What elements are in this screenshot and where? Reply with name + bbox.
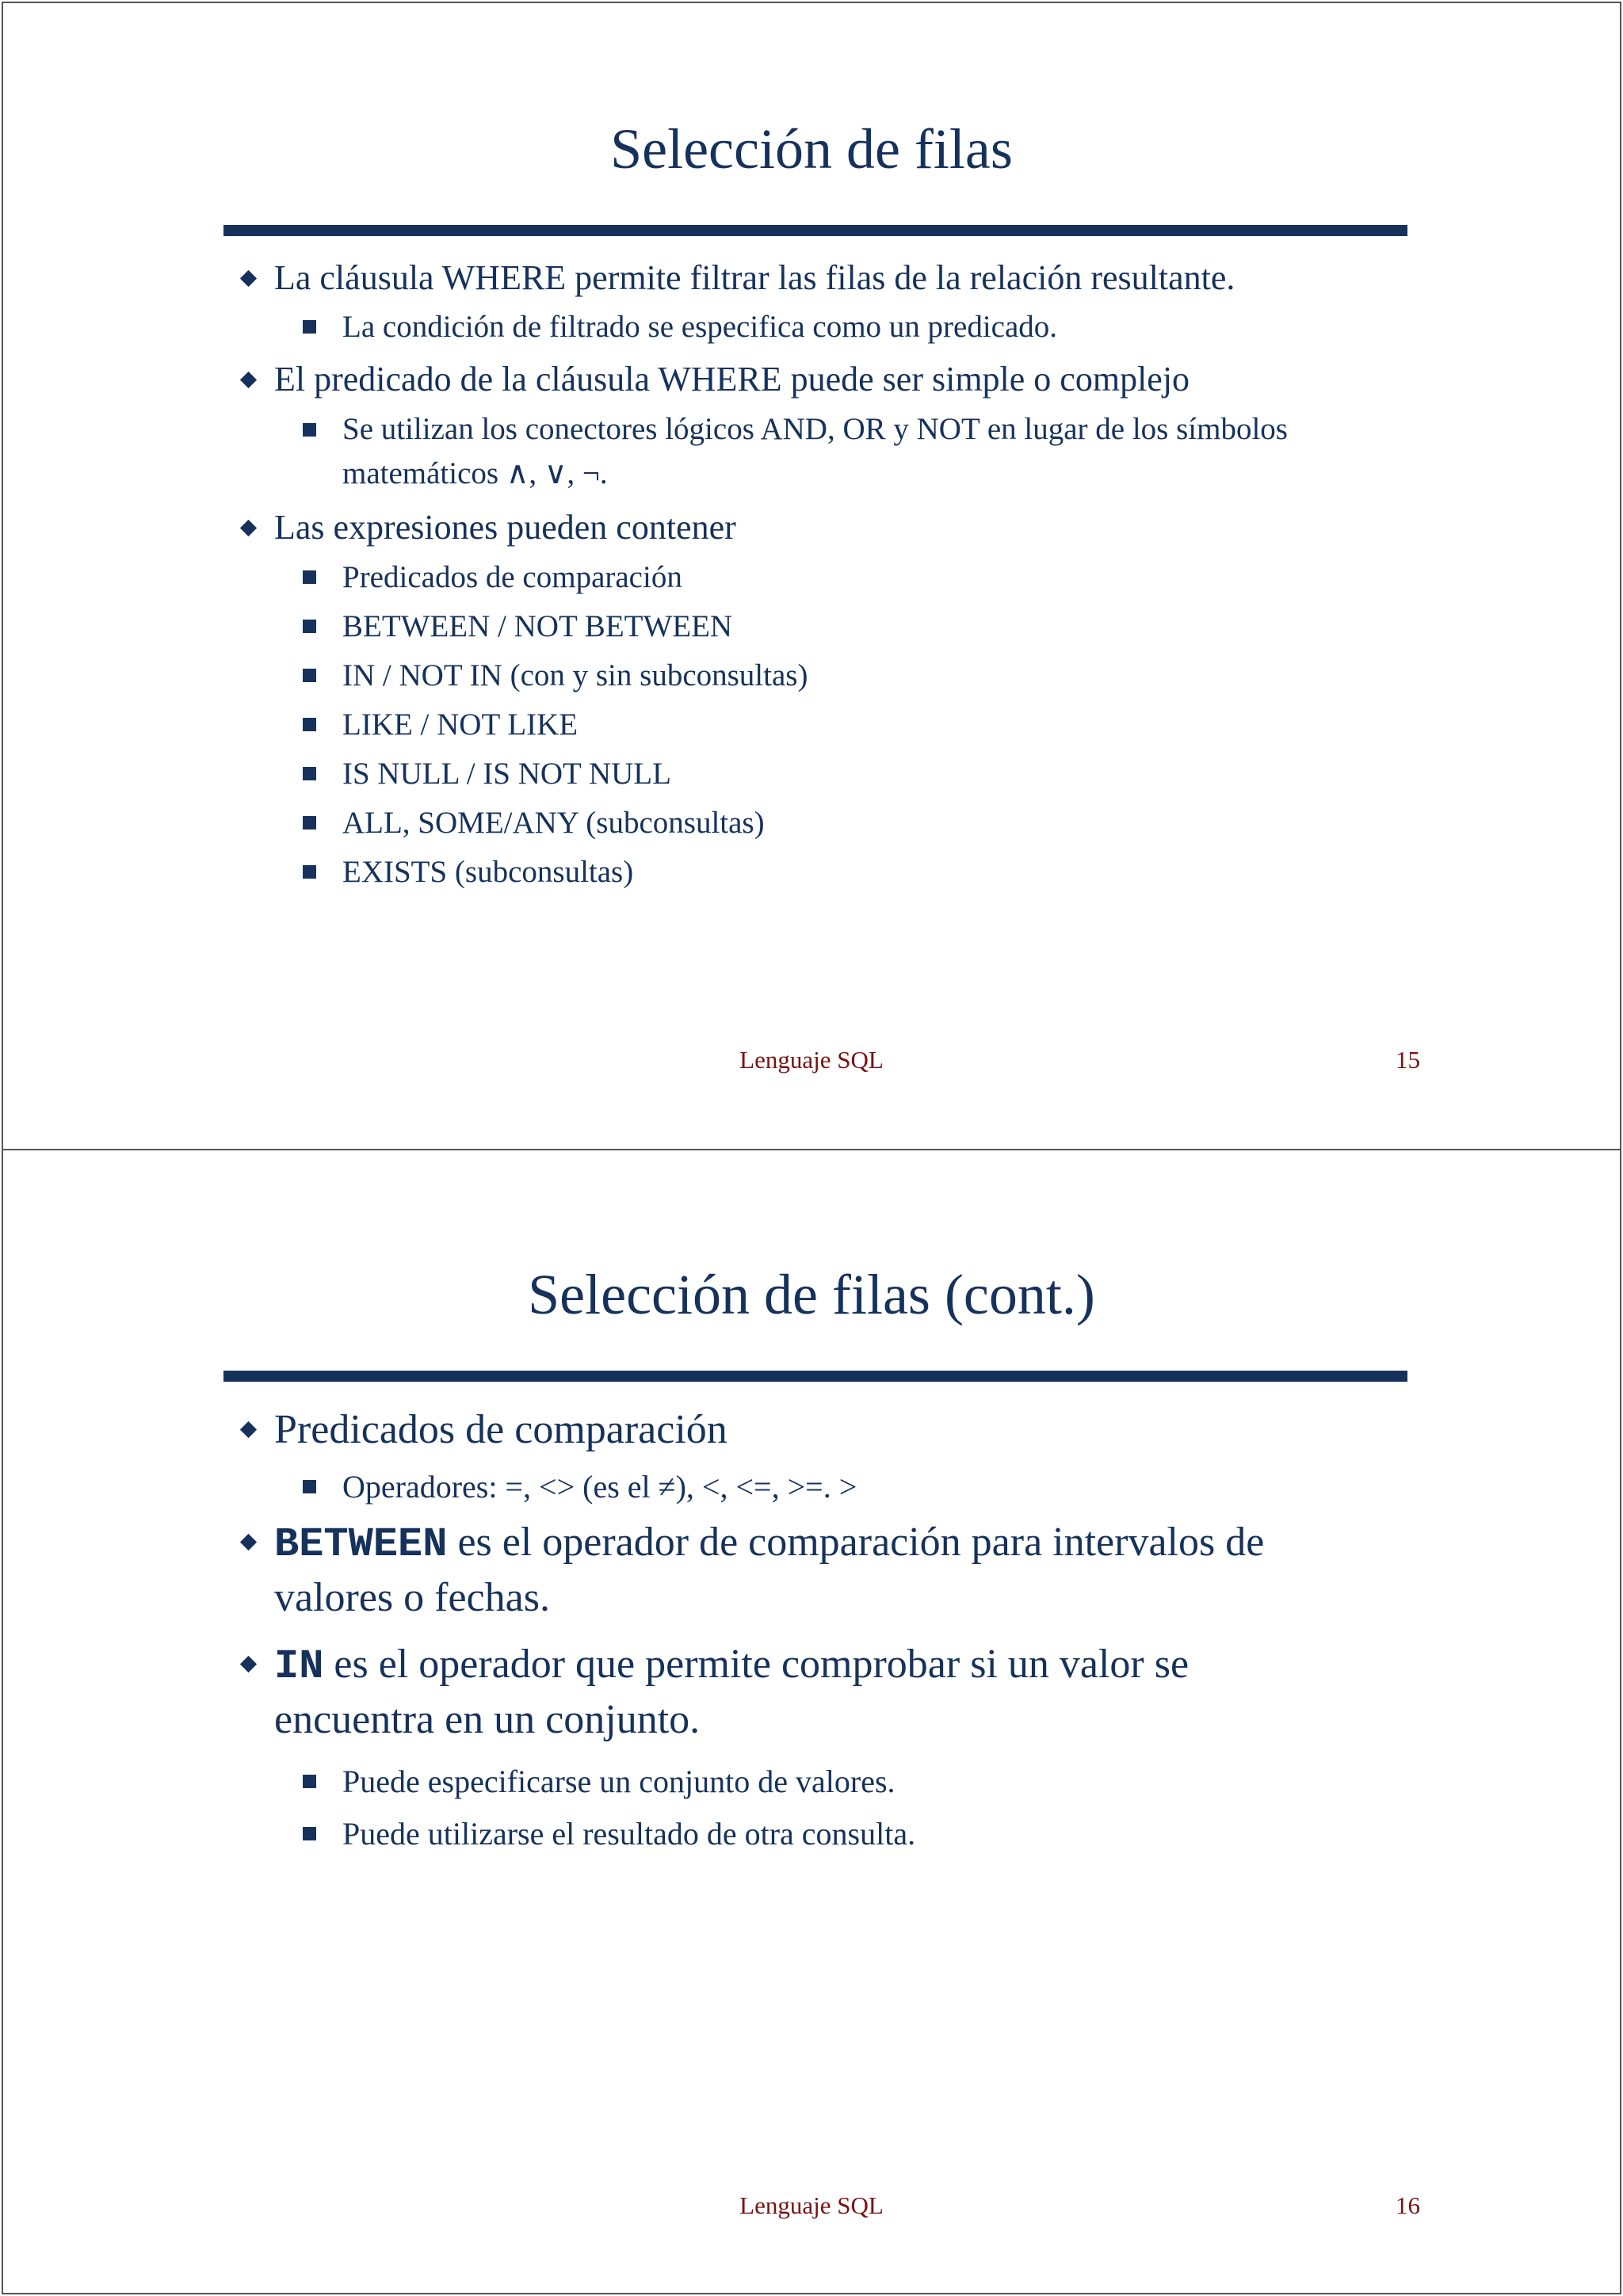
bullet-text: matemáticos ∧, ∨, ¬. — [342, 456, 608, 490]
square-bullet-icon — [303, 1775, 316, 1788]
sub-bullet-continuation — [241, 452, 1430, 502]
square-bullet-icon — [303, 669, 316, 682]
bullet-text: valores o fechas. — [274, 1575, 550, 1620]
bullet-text: LIKE / NOT LIKE — [342, 707, 579, 742]
slide-16 — [2, 1149, 1621, 2294]
bullet-text: es el operador que permite comprobar si un valor se — [323, 1642, 1190, 1687]
bullet-item — [241, 1515, 1430, 1570]
sub-bullet-item — [241, 1756, 1430, 1808]
in-keyword: IN — [274, 1643, 324, 1690]
square-bullet-icon — [303, 767, 316, 780]
diamond-bullet-icon — [240, 520, 257, 536]
bullet-item — [241, 254, 1430, 303]
diamond-bullet-icon — [240, 1534, 257, 1550]
square-bullet-icon — [303, 570, 316, 584]
bullet-continuation — [241, 1570, 1430, 1637]
bullet-text: Las expresiones pueden contener — [274, 508, 736, 547]
square-bullet-icon — [303, 423, 316, 437]
sub-bullet-item — [241, 1808, 1430, 1860]
slide-title: Selección de filas — [610, 117, 1013, 181]
slide-body — [241, 254, 1430, 897]
slide-15 — [2, 2, 1621, 1150]
square-bullet-icon — [303, 320, 316, 334]
bullet-text: encuentra en un conjunto. — [274, 1697, 701, 1742]
square-bullet-icon — [303, 620, 316, 633]
bullet-item — [241, 352, 1430, 407]
bullet-text: BETWEEN / NOT BETWEEN — [342, 609, 733, 643]
sub-bullet-item — [241, 553, 1430, 602]
slide-title: Selección de filas (cont.) — [528, 1263, 1095, 1326]
diamond-bullet-icon — [240, 1421, 257, 1438]
bullet-text: IN / NOT IN (con y sin subconsultas) — [342, 658, 808, 692]
slide-footer: Lenguaje SQL — [739, 1046, 884, 1074]
bullet-text: IS NULL / IS NOT NULL — [342, 757, 671, 791]
bullet-text: Se utilizan los conectores lógicos AND, OR y NOT en lugar de los símbolos — [342, 412, 1288, 446]
bullet-text: EXISTS (subconsultas) — [342, 855, 634, 889]
sub-bullet-item — [241, 303, 1430, 352]
sub-bullet-item — [241, 1459, 1430, 1515]
page-number: 15 — [1396, 1046, 1420, 1074]
bullet-text: Operadores: =, <> (es el ≠), <, <=, >=. > — [342, 1469, 857, 1505]
title-divider — [223, 1371, 1407, 1382]
sub-bullet-item — [241, 848, 1430, 897]
diamond-bullet-icon — [240, 270, 257, 287]
bullet-text: La cláusula WHERE permite filtrar las filas de la relación resultante. — [274, 258, 1235, 297]
bullet-item — [241, 502, 1430, 553]
bullet-text: ALL, SOME/ANY (subconsultas) — [342, 806, 765, 840]
bullet-item — [241, 1401, 1430, 1459]
bullet-text: El predicado de la cláusula WHERE puede ser simple o complejo — [274, 360, 1190, 399]
diamond-bullet-icon — [240, 1656, 257, 1672]
bullet-text: Puede utilizarse el resultado de otra consulta. — [342, 1816, 916, 1852]
square-bullet-icon — [303, 1480, 316, 1493]
bullet-text: Puede especificarse un conjunto de valores. — [342, 1764, 896, 1799]
sub-bullet-item — [241, 602, 1430, 651]
bullet-text: La condición de filtrado se especifica como un predicado. — [342, 310, 1058, 344]
page-number: 16 — [1396, 2191, 1420, 2219]
sub-bullet-item — [241, 407, 1430, 452]
bullet-text: Predicados de comparación — [274, 1407, 727, 1452]
sub-bullet-item — [241, 799, 1430, 848]
sub-bullet-item — [241, 749, 1430, 799]
bullet-item — [241, 1637, 1430, 1692]
title-divider — [223, 225, 1407, 236]
sub-bullet-item — [241, 651, 1430, 700]
slide-footer: Lenguaje SQL — [739, 2191, 884, 2219]
bullet-continuation — [241, 1692, 1430, 1756]
bullet-text: Predicados de comparación — [342, 560, 682, 594]
square-bullet-icon — [303, 865, 316, 879]
diamond-bullet-icon — [240, 372, 257, 388]
slide-body — [241, 1401, 1430, 1860]
bullet-text: es el operador de comparación para intervalos de — [447, 1520, 1265, 1565]
sub-bullet-item — [241, 700, 1430, 749]
square-bullet-icon — [303, 718, 316, 731]
square-bullet-icon — [303, 816, 316, 830]
between-keyword: BETWEEN — [274, 1521, 448, 1568]
square-bullet-icon — [303, 1827, 316, 1840]
